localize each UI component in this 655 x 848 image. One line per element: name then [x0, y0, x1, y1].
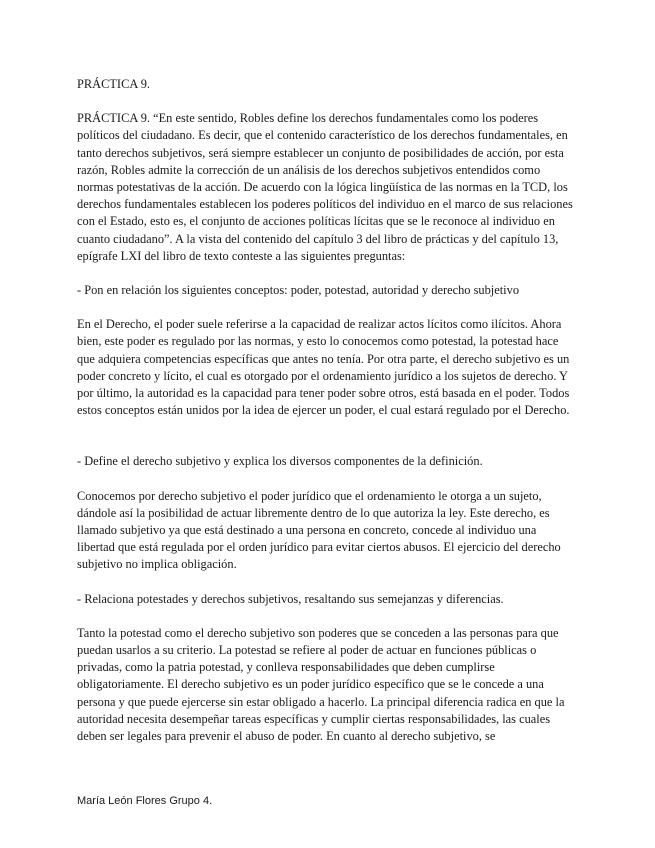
question-2: - Define el derecho subjetivo y explica los diversos componentes de la definición. — [77, 454, 483, 469]
answer-2: Conocemos por derecho subjetivo el poder jurídico que el ordenamiento le otorga a un sujeto, dándole así la posibilidad de actuar libremente dentro de lo que autoriza la ley. Este derecho, es llamado subjetivo ya que está destinado a una persona en concreto, concede al individuo una libertad que está regulada por el orden jurídico para evitar ciertos abusos. El ejercicio del derecho subjetivo no implica obligación. — [77, 488, 561, 572]
answer-1: En el Derecho, el poder suele referirse a la capacidad de realizar actos lícitos como ilícitos. Ahora bien, este poder es regulado por las normas, y esto lo conocemos como potestad, la potestad hace que adquiera competencias específicas que antes no tenía. Por otra parte, el derecho subjetivo es un poder concreto y lícito, el cual es otorgado por el ordenamiento jurídico a los sujetos de derecho. Y por último, la autoridad es la capacidad para tener poder sobre otros, está basada en el poder. Todos estos conceptos están unidos por la idea de ejercer un poder, el cual estará regulado por el Derecho. — [77, 317, 570, 418]
intro-paragraph: PRÁCTICA 9. “En este sentido, Robles define los derechos fundamentales como los poderes políticos del ciudadano. Es decir, que el contenido característico de los derechos fundamentales, en tanto derechos subjetivos, será siempre establecer un conjunto de posibilidades de acción, por esta razón, Robles admite la corrección de un análisis de los derechos subjetivos entendidos como normas potestativas de la acción. De acuerdo con la lógica lingüística de las normas en la TCD, los derechos fundamentales establecen los poderes políticos del individuo en el marco de sus relaciones con el Estado, esto es, el conjunto de acciones políticas lícitas que se le reconoce al individuo en cuanto ciudadano”. A la vista del contenido del capítulo 3 del libro de prácticas y del capítulo 13, epígrafe LXI del libro de texto conteste a las siguientes preguntas: — [77, 111, 573, 263]
question-3: - Relaciona potestades y derechos subjetivos, resaltando sus semejanzas y diferencias. — [77, 591, 504, 606]
page-footer: María León Flores Grupo 4. — [77, 795, 213, 807]
document-body — [77, 76, 577, 745]
question-1: - Pon en relación los siguientes conceptos: poder, potestad, autoridad y derecho subjetivo — [77, 283, 520, 298]
answer-3: Tanto la potestad como el derecho subjetivo son poderes que se conceden a las personas para que puedan usarlos a su criterio. La potestad se refiere al poder de actuar en funciones públicas o privadas, como la patria potestad, y conlleva responsabilidades que deben cumplirse obligatoriamente. El derecho subjetivo es un poder jurídico específico que se le concede a una persona y que puede ejercerse sin estar obligado a hacerlo. La principal diferencia radica en que la autoridad necesita desempeñar tareas específicas y cumplir ciertas responsabilidades, las cuales deben ser legales para prevenir el abuso de poder. En cuanto al derecho subjetivo, se — [77, 625, 565, 744]
document-title: PRÁCTICA 9. — [77, 77, 150, 91]
